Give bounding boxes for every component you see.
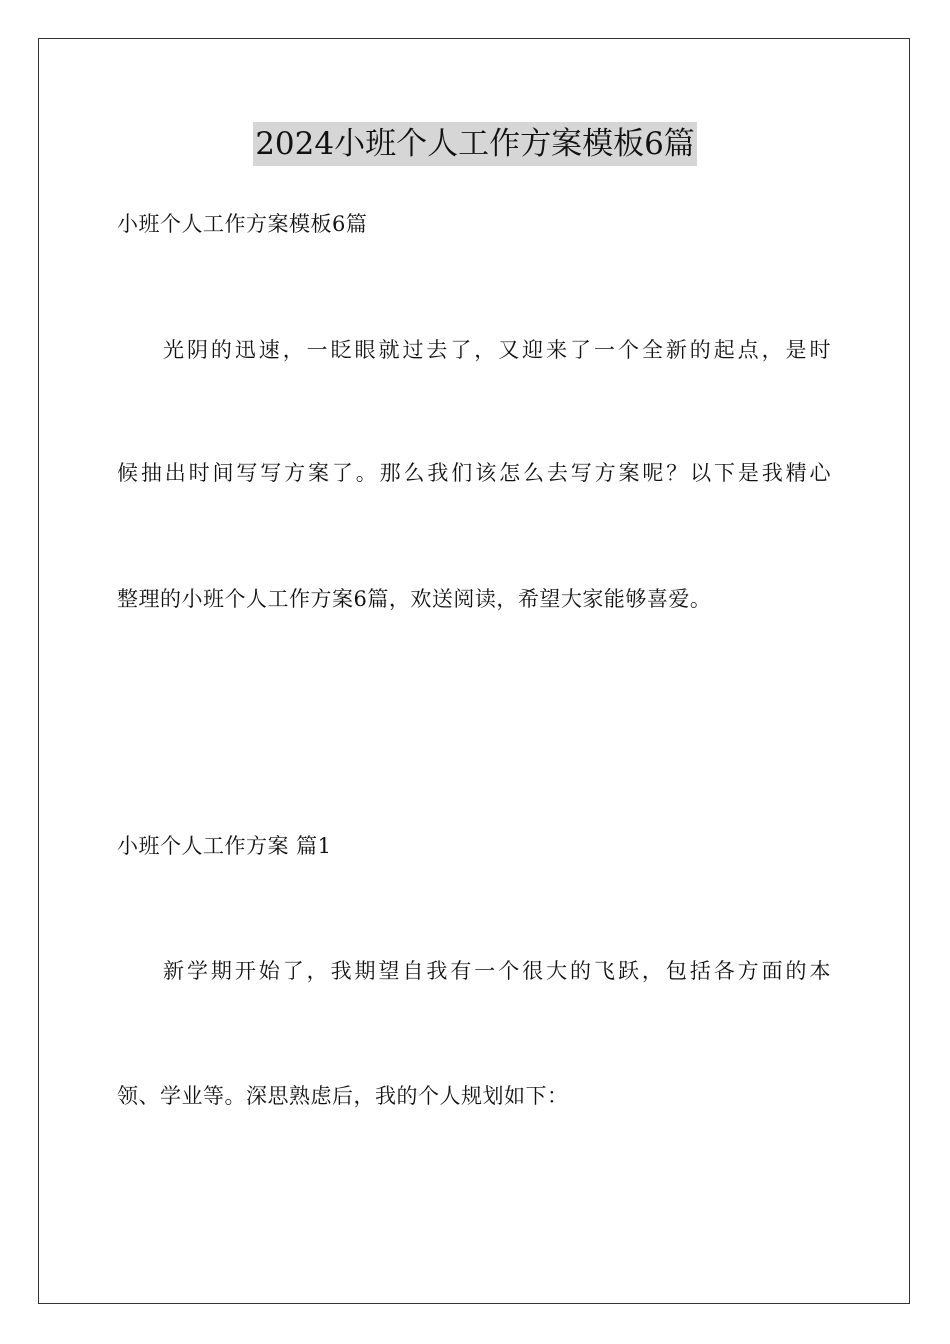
- section-paragraph-line-2: 领、学业等。深思熟虑后，我的个人规划如下：: [117, 1084, 569, 1108]
- document-subtitle: 小班个人工作方案模板6篇: [117, 212, 368, 236]
- section-heading: 小班个人工作方案 篇1: [117, 834, 332, 858]
- document-title: 2024小班个人工作方案模板6篇: [253, 122, 697, 166]
- intro-line-1: 光阴的迅速，一眨眼就过去了，又迎来了一个全新的起点，是时: [163, 338, 831, 362]
- intro-line-2: 候抽出时间写写方案了。那么我们该怎么去写方案呢？以下是我精心: [117, 461, 831, 485]
- title-container: [0, 122, 950, 166]
- intro-line-3: 整理的小班个人工作方案6篇，欢送阅读，希望大家能够喜爱。: [117, 587, 712, 611]
- section-paragraph-line-1: 新学期开始了，我期望自我有一个很大的飞跃，包括各方面的本: [163, 959, 831, 983]
